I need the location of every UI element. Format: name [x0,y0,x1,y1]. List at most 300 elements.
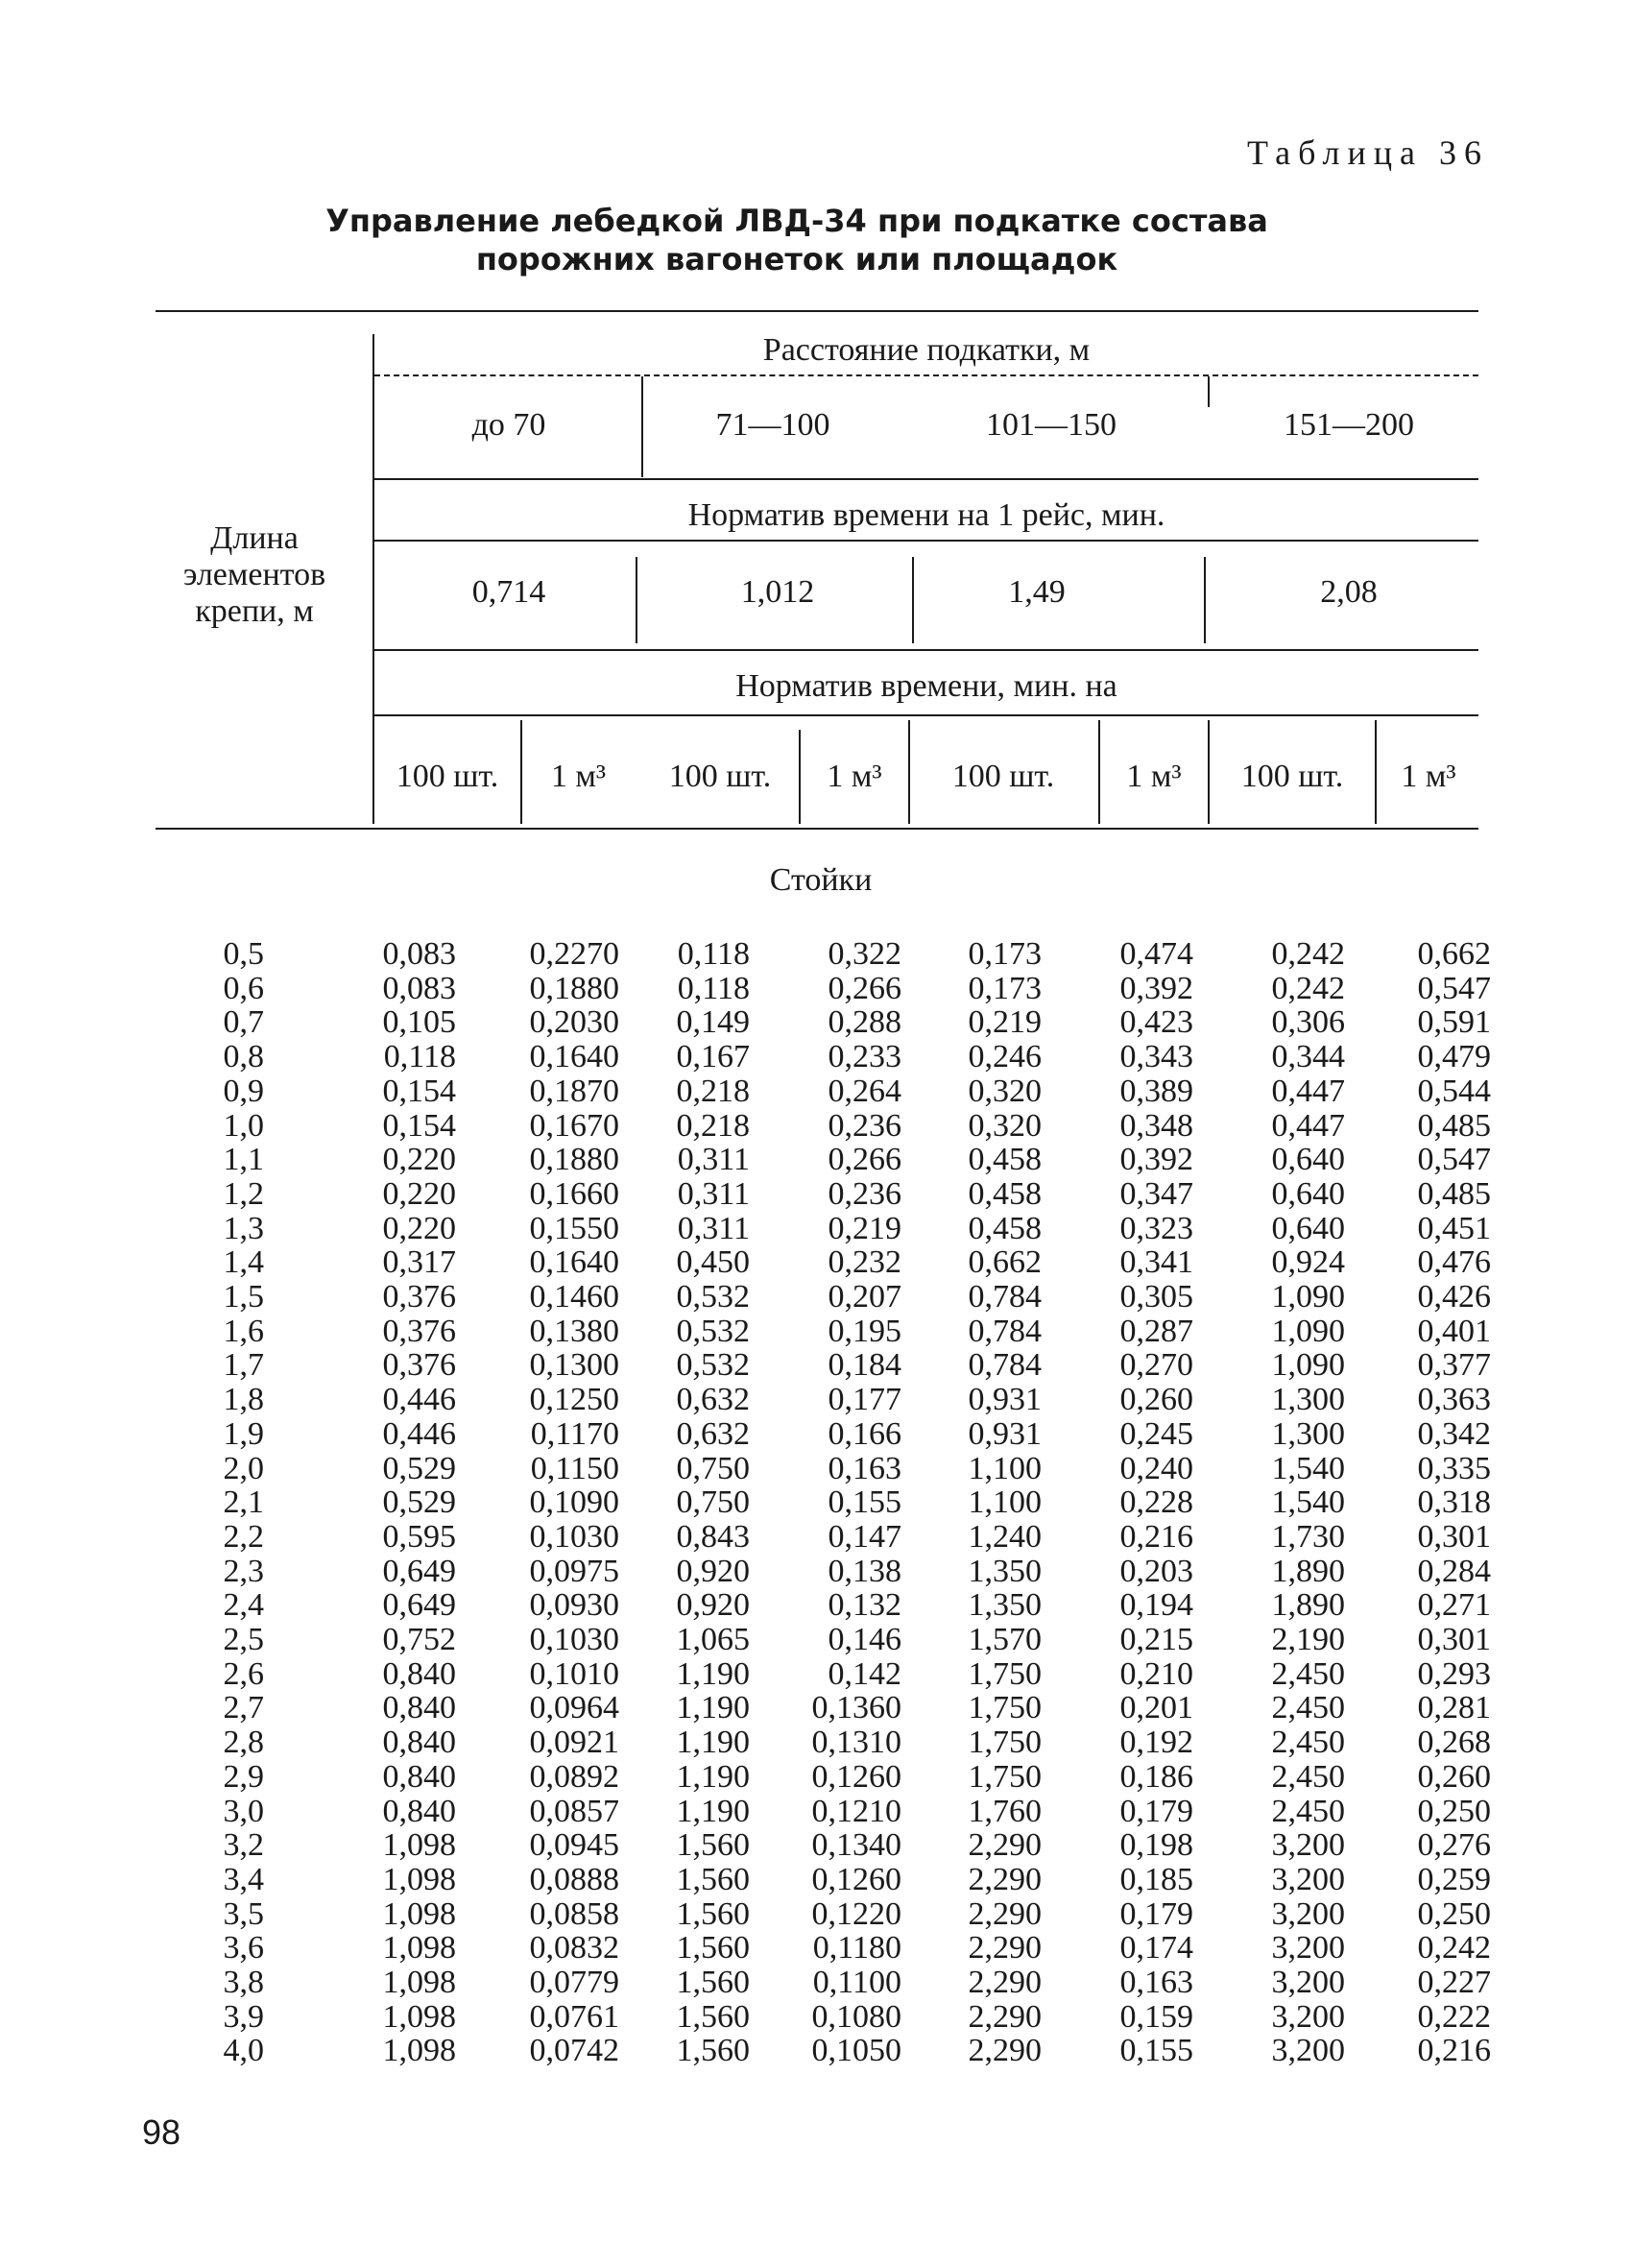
row-value-cell: 0,446 [382,1382,456,1418]
row-value-cell: 3,200 [1271,1827,1345,1864]
row-value-cell: 0,1870 [529,1073,619,1109]
row-value-cell: 0,167 [676,1039,750,1075]
row-value-cell: 0,083 [382,936,456,972]
row-value-cell: 0,529 [382,1450,456,1486]
row-value-cell: 0,317 [382,1244,456,1281]
row-value-cell: 0,547 [1417,1142,1491,1178]
row-value-cell: 0,118 [677,936,750,972]
row-value-cell: 1,090 [1271,1279,1345,1315]
row-length-cell: 4,0 [223,2033,264,2069]
row-length-cell: 2,4 [223,1587,264,1624]
row-length-cell: 2,9 [223,1758,264,1795]
row-value-cell: 0,843 [676,1518,750,1555]
row-value-cell: 0,2030 [529,1004,619,1041]
title-line-1: Управление лебедкой ЛВД-34 при подкатке состава [325,203,1268,239]
row-value-cell: 0,474 [1119,936,1193,972]
row-value-cell: 1,560 [676,2033,750,2069]
row-value-cell: 0,192 [1119,1725,1193,1761]
row-value-cell: 0,301 [1417,1518,1491,1555]
table-row [0,1143,1633,1177]
row-value-cell: 0,271 [1417,1587,1491,1624]
table-title [288,202,1306,278]
table-row [0,2034,1633,2068]
row-length-cell: 1,5 [223,1279,264,1315]
table-row [0,1520,1633,1555]
row-value-cell: 0,1080 [811,1998,901,2035]
row-value-cell: 0,0945 [529,1827,619,1864]
row-value-cell: 0,266 [828,1142,901,1178]
row-value-cell: 0,1220 [811,1895,901,1932]
row-value-cell: 0,392 [1119,1142,1193,1178]
row-value-cell: 0,1170 [530,1415,619,1452]
unit-col-4: 1 м³ [827,759,882,794]
row-value-cell: 0,0761 [529,1998,619,2035]
row-value-cell: 0,219 [968,1004,1042,1041]
row-length-cell: 0,7 [223,1004,264,1041]
row-value-cell: 0,250 [1417,1793,1491,1829]
row-value-cell: 0,532 [676,1313,750,1349]
row-value-cell: 0,216 [1417,2033,1491,2069]
row-value-cell: 0,264 [828,1073,901,1109]
row-value-cell: 2,450 [1271,1793,1345,1829]
unit-col-2: 1 м³ [550,759,607,794]
row-value-cell: 0,242 [1271,936,1345,972]
row-value-cell: 0,632 [676,1415,750,1452]
row-value-cell: 0,1340 [811,1827,901,1864]
row-value-cell: 0,376 [382,1279,456,1315]
row-value-cell: 0,544 [1417,1073,1491,1109]
table-row [0,1657,1633,1692]
row-length-cell: 1,2 [223,1175,264,1212]
row-length-cell: 2,6 [223,1655,264,1692]
row-length-cell: 0,9 [223,1073,264,1109]
stub-divider [372,334,374,824]
row-value-cell: 0,083 [382,970,456,1006]
row-value-cell: 0,198 [1119,1827,1193,1864]
row-value-cell: 1,300 [1271,1415,1345,1452]
trip-value-4: 2,08 [1320,574,1378,610]
row-value-cell: 0,662 [968,1244,1042,1281]
row-value-cell: 1,570 [968,1622,1042,1657]
norm-per-rule-bottom [374,714,1478,716]
row-value-cell: 0,1460 [529,1279,619,1315]
row-value-cell: 0,342 [1417,1415,1491,1452]
row-length-cell: 3,9 [223,1998,264,2035]
row-value-cell: 0,293 [1417,1655,1491,1692]
table-row [0,1623,1633,1657]
row-length-cell: 1,9 [223,1415,264,1452]
trip-divider-2 [912,557,914,643]
norm-per-header: Норматив времени, мин. на [735,668,1117,704]
row-value-cell: 1,100 [968,1484,1042,1521]
row-value-cell: 0,186 [1119,1758,1193,1795]
row-value-cell: 0,931 [968,1382,1042,1418]
row-length-cell: 2,1 [223,1484,264,1521]
row-value-cell: 3,200 [1271,2033,1345,2069]
unit-col-8: 1 м³ [1401,759,1456,794]
row-value-cell: 1,750 [968,1690,1042,1726]
row-value-cell: 1,560 [676,1998,750,2035]
row-value-cell: 0,931 [968,1415,1042,1452]
row-value-cell: 0,260 [1119,1382,1193,1418]
distance-divider-2 [1208,376,1210,407]
row-value-cell: 0,446 [382,1415,456,1452]
row-value-cell: 0,318 [1417,1484,1491,1521]
stub-header [154,520,355,630]
distance-col-2: 71—100 [715,407,830,443]
row-value-cell: 0,1670 [529,1107,619,1144]
row-value-cell: 0,146 [828,1622,901,1657]
row-value-cell: 0,1030 [529,1622,619,1657]
unit-col-7: 100 шт. [1240,759,1344,794]
row-value-cell: 0,177 [828,1382,901,1418]
row-value-cell: 2,450 [1271,1725,1345,1761]
row-value-cell: 0,485 [1417,1107,1491,1144]
row-value-cell: 1,560 [676,1895,750,1932]
row-value-cell: 0,1260 [811,1758,901,1795]
distance-col-4: 151—200 [1284,407,1414,443]
row-value-cell: 0,228 [1119,1484,1193,1521]
row-value-cell: 0,174 [1119,1930,1193,1966]
row-value-cell: 0,184 [828,1347,901,1384]
row-value-cell: 0,149 [676,1004,750,1041]
row-value-cell: 0,232 [828,1244,901,1281]
row-length-cell: 3,4 [223,1861,264,1897]
row-value-cell: 0,203 [1119,1553,1193,1589]
row-value-cell: 0,219 [828,1210,901,1246]
row-value-cell: 0,341 [1119,1244,1193,1281]
row-value-cell: 0,348 [1119,1107,1193,1144]
row-value-cell: 0,547 [1417,970,1491,1006]
table-row [0,1245,1633,1280]
row-value-cell: 0,335 [1417,1450,1491,1486]
row-value-cell: 0,1310 [811,1725,901,1761]
row-value-cell: 0,479 [1417,1039,1491,1075]
row-value-cell: 0,288 [828,1004,901,1041]
row-value-cell: 1,098 [382,1827,456,1864]
header-bottom-rule [156,828,1478,830]
row-value-cell: 0,1300 [529,1347,619,1384]
row-value-cell: 2,290 [968,1827,1042,1864]
unit-divider-1 [520,720,522,824]
row-value-cell: 0,447 [1271,1073,1345,1109]
row-value-cell: 3,200 [1271,1965,1345,2000]
row-value-cell: 1,300 [1271,1382,1345,1418]
row-value-cell: 0,1260 [811,1861,901,1897]
row-value-cell: 0,0921 [529,1725,619,1761]
row-value-cell: 0,389 [1119,1073,1193,1109]
row-value-cell: 0,1880 [529,1142,619,1178]
row-value-cell: 0,840 [382,1655,456,1692]
row-value-cell: 0,242 [1417,1930,1491,1966]
row-value-cell: 1,098 [382,1930,456,1966]
table-row [0,1485,1633,1520]
row-value-cell: 1,190 [676,1690,750,1726]
row-value-cell: 0,1250 [529,1382,619,1418]
row-value-cell: 2,450 [1271,1655,1345,1692]
row-value-cell: 0,458 [968,1210,1042,1246]
row-value-cell: 0,1010 [529,1655,619,1692]
table-row [0,1828,1633,1863]
row-value-cell: 0,173 [968,936,1042,972]
row-length-cell: 2,8 [223,1725,264,1761]
table-row [0,1555,1633,1589]
row-value-cell: 0,392 [1119,970,1193,1006]
row-value-cell: 0,266 [828,970,901,1006]
distance-col-3: 101—150 [986,407,1117,443]
row-value-cell: 0,159 [1119,1998,1193,2035]
row-value-cell: 1,098 [382,1965,456,2000]
row-value-cell: 0,236 [828,1107,901,1144]
row-value-cell: 0,287 [1119,1313,1193,1349]
row-value-cell: 0,1640 [529,1244,619,1281]
row-value-cell: 0,284 [1417,1553,1491,1589]
row-value-cell: 1,560 [676,1827,750,1864]
row-length-cell: 3,5 [223,1895,264,1932]
distance-rule [374,374,1478,376]
row-value-cell: 0,485 [1417,1175,1491,1212]
row-value-cell: 0,640 [1271,1142,1345,1178]
row-value-cell: 1,750 [968,1758,1042,1795]
table-row [0,1588,1633,1623]
row-value-cell: 0,185 [1119,1861,1193,1897]
row-value-cell: 1,750 [968,1725,1042,1761]
row-value-cell: 0,155 [828,1484,901,1521]
row-value-cell: 0,920 [676,1553,750,1589]
row-value-cell: 0,423 [1119,1004,1193,1041]
table-row [0,1417,1633,1452]
row-value-cell: 0,179 [1119,1793,1193,1829]
row-value-cell: 1,560 [676,1861,750,1897]
row-value-cell: 3,200 [1271,1930,1345,1966]
norm-trip-header: Норматив времени на 1 рейс, мин. [687,497,1165,533]
table-row [0,1691,1633,1725]
row-value-cell: 0,220 [382,1142,456,1178]
row-value-cell: 1,730 [1271,1518,1345,1555]
table-row [0,1280,1633,1315]
row-value-cell: 0,242 [1271,970,1345,1006]
row-value-cell: 0,1640 [529,1039,619,1075]
row-value-cell: 0,591 [1417,1004,1491,1041]
row-value-cell: 1,090 [1271,1313,1345,1349]
row-value-cell: 0,240 [1119,1450,1193,1486]
row-value-cell: 0,458 [968,1142,1042,1178]
row-value-cell: 0,0892 [529,1758,619,1795]
row-value-cell: 0,210 [1119,1655,1193,1692]
row-value-cell: 0,207 [828,1279,901,1315]
norm-per-rule-top [374,649,1478,651]
row-value-cell: 1,098 [382,1861,456,1897]
row-value-cell: 0,458 [968,1175,1042,1212]
row-length-cell: 2,2 [223,1518,264,1555]
row-value-cell: 0,662 [1417,936,1491,972]
row-value-cell: 0,0857 [529,1793,619,1829]
row-value-cell: 0,1380 [529,1313,619,1349]
row-value-cell: 1,098 [382,1895,456,1932]
row-value-cell: 1,890 [1271,1553,1345,1589]
row-value-cell: 0,784 [968,1347,1042,1384]
row-value-cell: 1,190 [676,1758,750,1795]
table-row [0,972,1633,1006]
norm-trip-rule-bottom [374,540,1478,542]
table-row [0,1074,1633,1109]
row-value-cell: 0,236 [828,1175,901,1212]
row-length-cell: 1,6 [223,1313,264,1349]
row-value-cell: 0,1660 [529,1175,619,1212]
row-value-cell: 0,447 [1271,1107,1345,1144]
row-value-cell: 0,306 [1271,1004,1345,1041]
row-value-cell: 0,281 [1417,1690,1491,1726]
row-value-cell: 0,233 [828,1039,901,1075]
row-value-cell: 0,632 [676,1382,750,1418]
table-row [0,1897,1633,1932]
row-value-cell: 0,222 [1417,1998,1491,2035]
stub-line-3: крепи, м [195,593,314,629]
row-value-cell: 0,311 [677,1142,750,1178]
row-value-cell: 0,320 [968,1107,1042,1144]
stub-line-2: элементов [182,557,326,592]
row-value-cell: 1,350 [968,1553,1042,1589]
row-value-cell: 0,0888 [529,1861,619,1897]
row-value-cell: 0,1880 [529,970,619,1006]
row-value-cell: 0,750 [676,1484,750,1521]
row-value-cell: 2,450 [1271,1758,1345,1795]
row-value-cell: 0,0858 [529,1895,619,1932]
row-value-cell: 0,840 [382,1793,456,1829]
row-value-cell: 0,154 [382,1107,456,1144]
row-value-cell: 0,451 [1417,1210,1491,1246]
unit-col-3: 100 шт. [668,759,772,794]
row-value-cell: 0,227 [1417,1965,1491,2000]
table-number: Таблица 36 [1247,133,1489,172]
table-row [0,1760,1633,1795]
row-value-cell: 0,270 [1119,1347,1193,1384]
row-value-cell: 0,220 [382,1175,456,1212]
row-value-cell: 0,784 [968,1313,1042,1349]
title-line-2: порожних вагонеток или площадок [475,241,1118,277]
row-length-cell: 2,0 [223,1450,264,1486]
row-value-cell: 1,350 [968,1587,1042,1624]
row-value-cell: 0,323 [1119,1210,1193,1246]
table-row [0,1795,1633,1829]
row-value-cell: 0,147 [828,1518,901,1555]
row-value-cell: 0,166 [828,1415,901,1452]
row-value-cell: 0,250 [1417,1895,1491,1932]
row-value-cell: 0,649 [382,1553,456,1589]
row-length-cell: 1,7 [223,1347,264,1384]
row-value-cell: 0,752 [382,1622,456,1657]
trip-divider-1 [636,557,637,643]
row-value-cell: 0,1050 [811,2033,901,2069]
row-value-cell: 0,401 [1417,1313,1491,1349]
row-value-cell: 0,268 [1417,1725,1491,1761]
table-row [0,1931,1633,1966]
row-length-cell: 2,7 [223,1690,264,1726]
row-value-cell: 1,560 [676,1930,750,1966]
row-value-cell: 0,426 [1417,1279,1491,1315]
row-value-cell: 0,155 [1119,2033,1193,2069]
table-row [0,937,1633,972]
table-row [0,1452,1633,1486]
row-value-cell: 0,138 [828,1553,901,1589]
unit-divider-2 [799,730,801,824]
row-value-cell: 0,195 [828,1313,901,1349]
row-value-cell: 1,890 [1271,1587,1345,1624]
row-value-cell: 0,1180 [812,1930,901,1966]
row-value-cell: 0,246 [968,1039,1042,1075]
row-value-cell: 2,290 [968,1965,1042,2000]
row-length-cell: 3,0 [223,1793,264,1829]
row-value-cell: 2,450 [1271,1690,1345,1726]
row-value-cell: 1,560 [676,1965,750,2000]
row-value-cell: 1,090 [1271,1347,1345,1384]
row-value-cell: 1,760 [968,1793,1042,1829]
row-length-cell: 0,8 [223,1039,264,1075]
row-value-cell: 1,190 [676,1793,750,1829]
page-number: 98 [142,2112,181,2152]
unit-col-1: 100 шт. [396,759,499,794]
row-value-cell: 3,200 [1271,1895,1345,1932]
row-value-cell: 0,132 [828,1587,901,1624]
row-value-cell: 0,0964 [529,1690,619,1726]
row-length-cell: 1,0 [223,1107,264,1144]
row-value-cell: 0,260 [1417,1758,1491,1795]
table-row [0,1725,1633,1760]
row-value-cell: 0,311 [677,1175,750,1212]
row-value-cell: 0,218 [676,1107,750,1144]
row-length-cell: 0,6 [223,970,264,1006]
table-row [0,1109,1633,1144]
row-value-cell: 0,1150 [530,1450,619,1486]
row-value-cell: 2,290 [968,1930,1042,1966]
row-value-cell: 0,924 [1271,1244,1345,1281]
distance-header: Расстояние подкатки, м [762,332,1091,368]
row-value-cell: 0,1030 [529,1518,619,1555]
row-value-cell: 0,595 [382,1518,456,1555]
row-value-cell: 0,276 [1417,1827,1491,1864]
table-row [0,1040,1633,1074]
row-value-cell: 0,0832 [529,1930,619,1966]
table-row [0,1966,1633,2000]
row-value-cell: 0,194 [1119,1587,1193,1624]
distance-col-1: до 70 [471,407,546,443]
row-length-cell: 1,4 [223,1244,264,1281]
row-value-cell: 2,290 [968,1861,1042,1897]
row-value-cell: 0,173 [968,970,1042,1006]
unit-divider-6 [1375,720,1377,824]
row-value-cell: 0,0975 [529,1553,619,1589]
row-value-cell: 0,363 [1417,1382,1491,1418]
row-value-cell: 2,290 [968,1998,1042,2035]
table-row [0,2000,1633,2035]
row-value-cell: 0,105 [382,1004,456,1041]
row-value-cell: 0,142 [828,1655,901,1692]
row-value-cell: 0,1550 [529,1210,619,1246]
row-value-cell: 0,305 [1119,1279,1193,1315]
row-value-cell: 2,190 [1271,1622,1345,1657]
row-length-cell: 3,8 [223,1965,264,2000]
row-length-cell: 2,5 [223,1622,264,1657]
row-value-cell: 0,179 [1119,1895,1193,1932]
row-value-cell: 0,216 [1119,1518,1193,1555]
row-value-cell: 0,311 [677,1210,750,1246]
distance-divider-1 [641,376,643,477]
row-value-cell: 0,220 [382,1210,456,1246]
row-value-cell: 0,320 [968,1073,1042,1109]
unit-col-6: 1 м³ [1126,759,1182,794]
row-value-cell: 0,640 [1271,1210,1345,1246]
row-value-cell: 0,784 [968,1279,1042,1315]
